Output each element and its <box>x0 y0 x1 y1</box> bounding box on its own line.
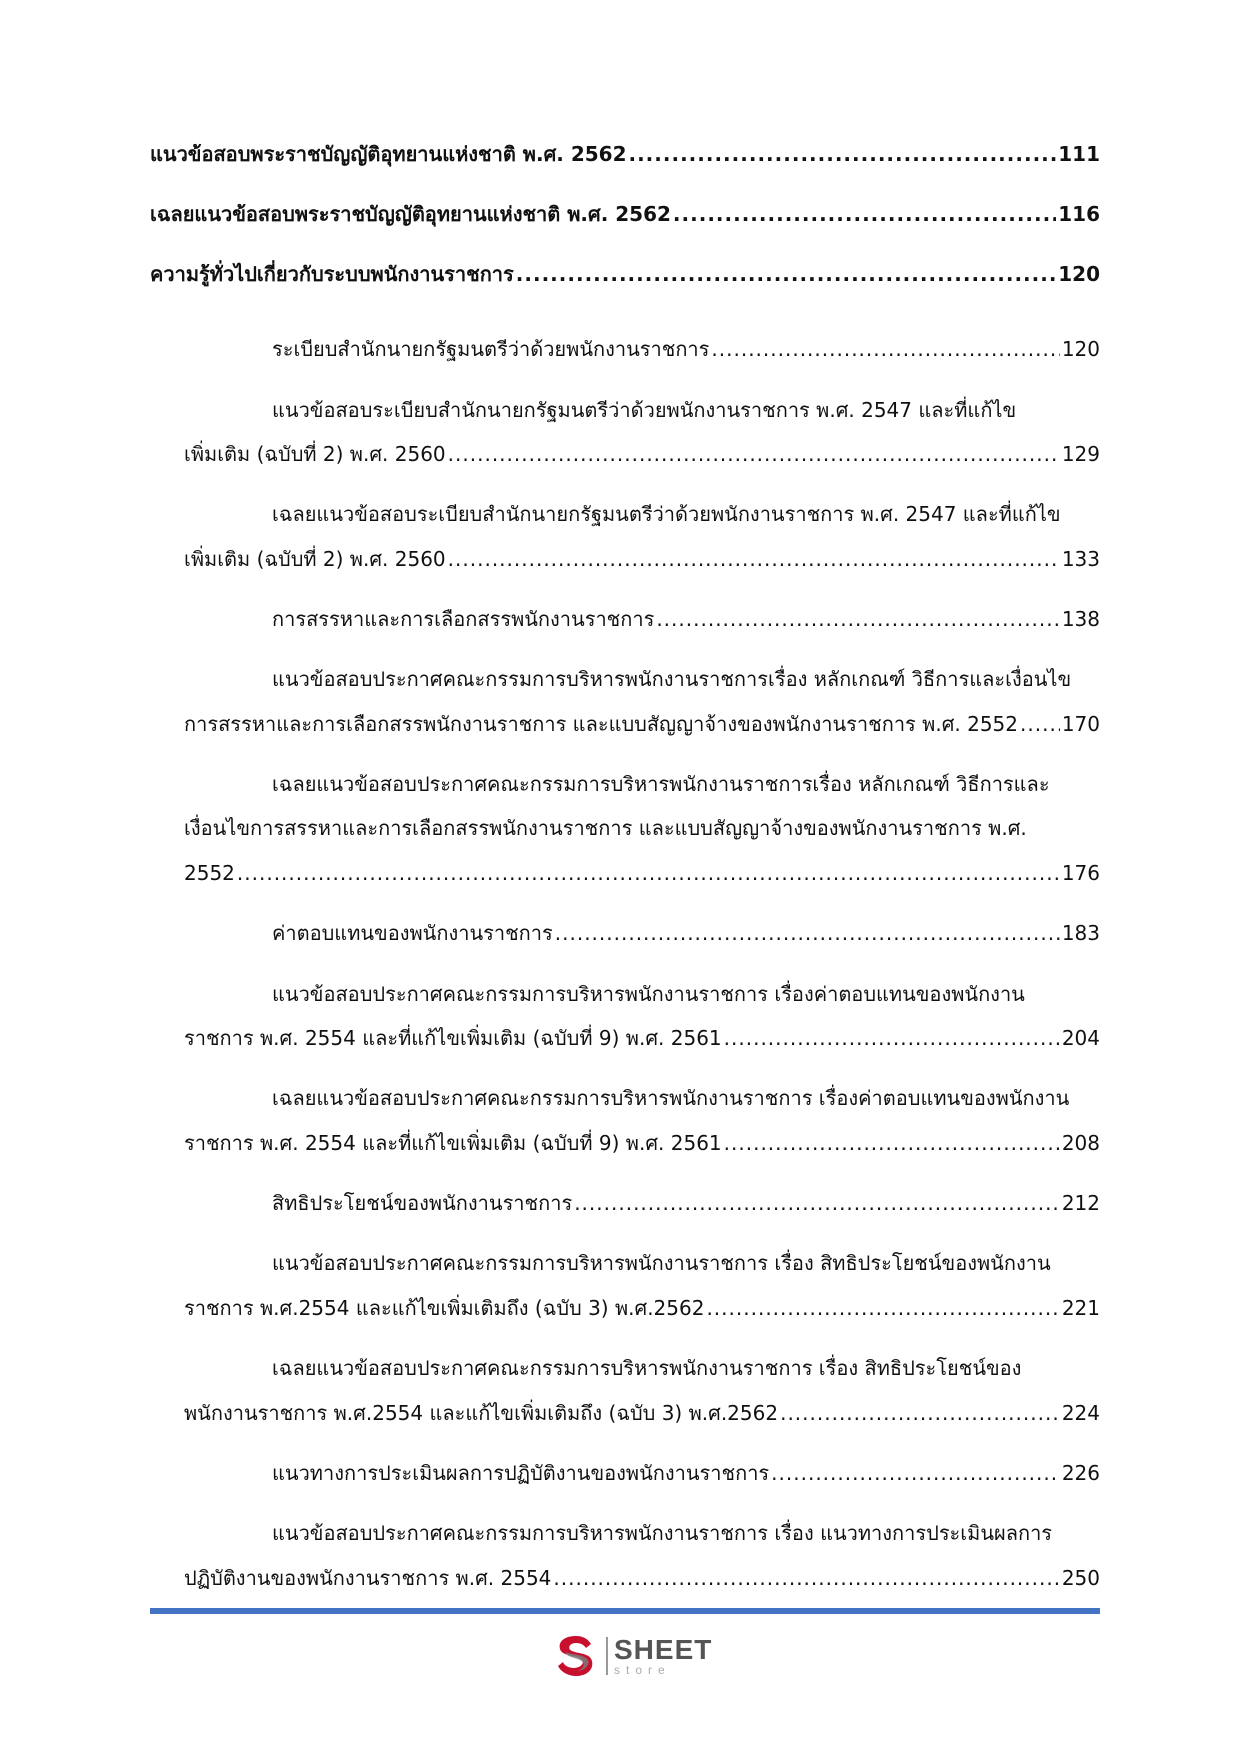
toc-entry-text: ราชการ พ.ศ.2554 และแก้ไขเพิ่มเติมถึง (ฉบับ 3) พ.ศ.2562 <box>184 1296 705 1320</box>
toc-entry-text-line1: แนวข้อสอบประกาศคณะกรรมการบริหารพนักงานราชการ เรื่องค่าตอบแทนของพนักงาน <box>272 982 1025 1006</box>
dot-leader <box>448 544 1060 574</box>
toc-entry-page: 221 <box>1061 1296 1100 1320</box>
toc-entry-text-line1: เฉลยแนวข้อสอบประกาศคณะกรรมการบริหารพนักงานราชการ เรื่องค่าตอบแทนของพนักงาน <box>272 1086 1070 1110</box>
dot-leader <box>724 1128 1060 1158</box>
toc-entry-page: 170 <box>1061 712 1100 736</box>
footer-logo <box>552 1628 722 1684</box>
toc-entry-text: แนวทางการประเมินผลการปฏิบัติงานของพนักงานราชการ <box>272 1461 770 1485</box>
toc-entry-page: 212 <box>1061 1191 1100 1215</box>
toc-entry-text: ปฏิบัติงานของพนักงานราชการ พ.ศ. 2554 <box>184 1566 552 1590</box>
dot-leader <box>711 334 1059 364</box>
dot-leader <box>553 1563 1059 1593</box>
dot-leader <box>673 199 1056 229</box>
dot-leader <box>628 139 1056 169</box>
toc-entry-page: 224 <box>1061 1401 1100 1425</box>
footer-divider <box>150 1608 1100 1614</box>
toc-entry-text-line1: เฉลยแนวข้อสอบประกาศคณะกรรมการบริหารพนักงานราชการ เรื่อง สิทธิประโยชน์ของ <box>272 1356 1022 1380</box>
toc-entry-text: ความรู้ทั่วไปเกี่ยวกับระบบพนักงานราชการ <box>150 262 514 286</box>
logo-wordmark <box>614 1636 712 1676</box>
dot-leader <box>448 439 1060 469</box>
toc-entry-page: 111 <box>1058 142 1100 166</box>
toc-entry-text: แนวข้อสอบพระราชบัญญัติอุทยานแห่งชาติ พ.ศ. 2562 <box>150 142 627 166</box>
toc-entry-text-line1: แนวข้อสอบระเบียบสำนักนายกรัฐมนตรีว่าด้วยพนักงานราชการ พ.ศ. 2547 และที่แก้ไข <box>272 398 1017 422</box>
toc-entry-page: 120 <box>1058 262 1100 286</box>
toc-entry-text: การสรรหาและการเลือกสรรพนักงานราชการ <box>272 607 655 631</box>
logo-text-sheet: SHEET <box>614 1634 713 1665</box>
dot-leader <box>574 1188 1060 1218</box>
toc-entry-text-line1: แนวข้อสอบประกาศคณะกรรมการบริหารพนักงานราชการเรื่อง หลักเกณฑ์ วิธีการและเงื่อนไข <box>272 667 1072 691</box>
toc-entry-text-line1: แนวข้อสอบประกาศคณะกรรมการบริหารพนักงานราชการ เรื่อง สิทธิประโยชน์ของพนักงาน <box>272 1251 1051 1275</box>
toc-entry-page: 183 <box>1061 921 1100 945</box>
logo-separator <box>606 1637 608 1675</box>
toc-entry-page: 133 <box>1061 547 1100 571</box>
toc-entry-text: ระเบียบสำนักนายกรัฐมนตรีว่าด้วยพนักงานราชการ <box>272 337 710 361</box>
dot-leader <box>780 1398 1060 1428</box>
toc-entry-page: 120 <box>1061 337 1100 361</box>
toc-entry-text: การสรรหาและการเลือกสรรพนักงานราชการ และแบบสัญญาจ้างของพนักงานราชการ พ.ศ. 2552 <box>184 712 1019 736</box>
toc-entry-text: 2552 <box>184 861 235 885</box>
dot-leader <box>706 1293 1059 1323</box>
dot-leader <box>516 259 1056 289</box>
toc-entry-text-line1: เฉลยแนวข้อสอบประกาศคณะกรรมการบริหารพนักงานราชการเรื่อง หลักเกณฑ์ วิธีการและ <box>272 772 1050 796</box>
dot-leader <box>724 1023 1060 1053</box>
toc-entry-page: 226 <box>1061 1461 1100 1485</box>
toc-entry-text-line1: เฉลยแนวข้อสอบระเบียบสำนักนายกรัฐมนตรีว่าด้วยพนักงานราชการ พ.ศ. 2547 และที่แก้ไข <box>272 502 1061 526</box>
toc-entry-text: พนักงานราชการ พ.ศ.2554 และแก้ไขเพิ่มเติมถึง (ฉบับ 3) พ.ศ.2562 <box>184 1401 779 1425</box>
toc-entry-text-line2: เงื่อนไขการสรรหาและการเลือกสรรพนักงานราชการ และแบบสัญญาจ้างของพนักงานราชการ พ.ศ. <box>184 816 1027 840</box>
toc-entry-page: 176 <box>1061 861 1100 885</box>
toc-entry-text: ราชการ พ.ศ. 2554 และที่แก้ไขเพิ่มเติม (ฉบับที่ 9) พ.ศ. 2561 <box>184 1026 722 1050</box>
toc-entry-page: 138 <box>1061 607 1100 631</box>
sheet-store-s-icon <box>552 1632 600 1680</box>
toc-entry-text: เพิ่มเติม (ฉบับที่ 2) พ.ศ. 2560 <box>184 547 446 571</box>
dot-leader <box>1020 709 1060 739</box>
toc-entry-page: 250 <box>1061 1566 1100 1590</box>
logo-text-store: store <box>614 1663 671 1677</box>
toc-entry-page: 129 <box>1061 442 1100 466</box>
toc-entry-text: เฉลยแนวข้อสอบพระราชบัญญัติอุทยานแห่งชาติ พ.ศ. 2562 <box>150 202 671 226</box>
toc-entry-page: 208 <box>1061 1131 1100 1155</box>
dot-leader <box>771 1458 1060 1488</box>
dot-leader <box>237 858 1060 888</box>
dot-leader <box>555 918 1060 948</box>
toc-entry-text: ค่าตอบแทนของพนักงานราชการ <box>272 921 553 945</box>
toc-entry-page: 116 <box>1058 202 1100 226</box>
toc-entry-page: 204 <box>1061 1026 1100 1050</box>
dot-leader <box>656 604 1059 634</box>
toc-entry-text: ราชการ พ.ศ. 2554 และที่แก้ไขเพิ่มเติม (ฉบับที่ 9) พ.ศ. 2561 <box>184 1131 722 1155</box>
toc-entry-text-line1: แนวข้อสอบประกาศคณะกรรมการบริหารพนักงานราชการ เรื่อง แนวทางการประเมินผลการ <box>272 1521 1053 1545</box>
toc-entry-text: เพิ่มเติม (ฉบับที่ 2) พ.ศ. 2560 <box>184 442 446 466</box>
toc-entry-text: สิทธิประโยชน์ของพนักงานราชการ <box>272 1191 573 1215</box>
